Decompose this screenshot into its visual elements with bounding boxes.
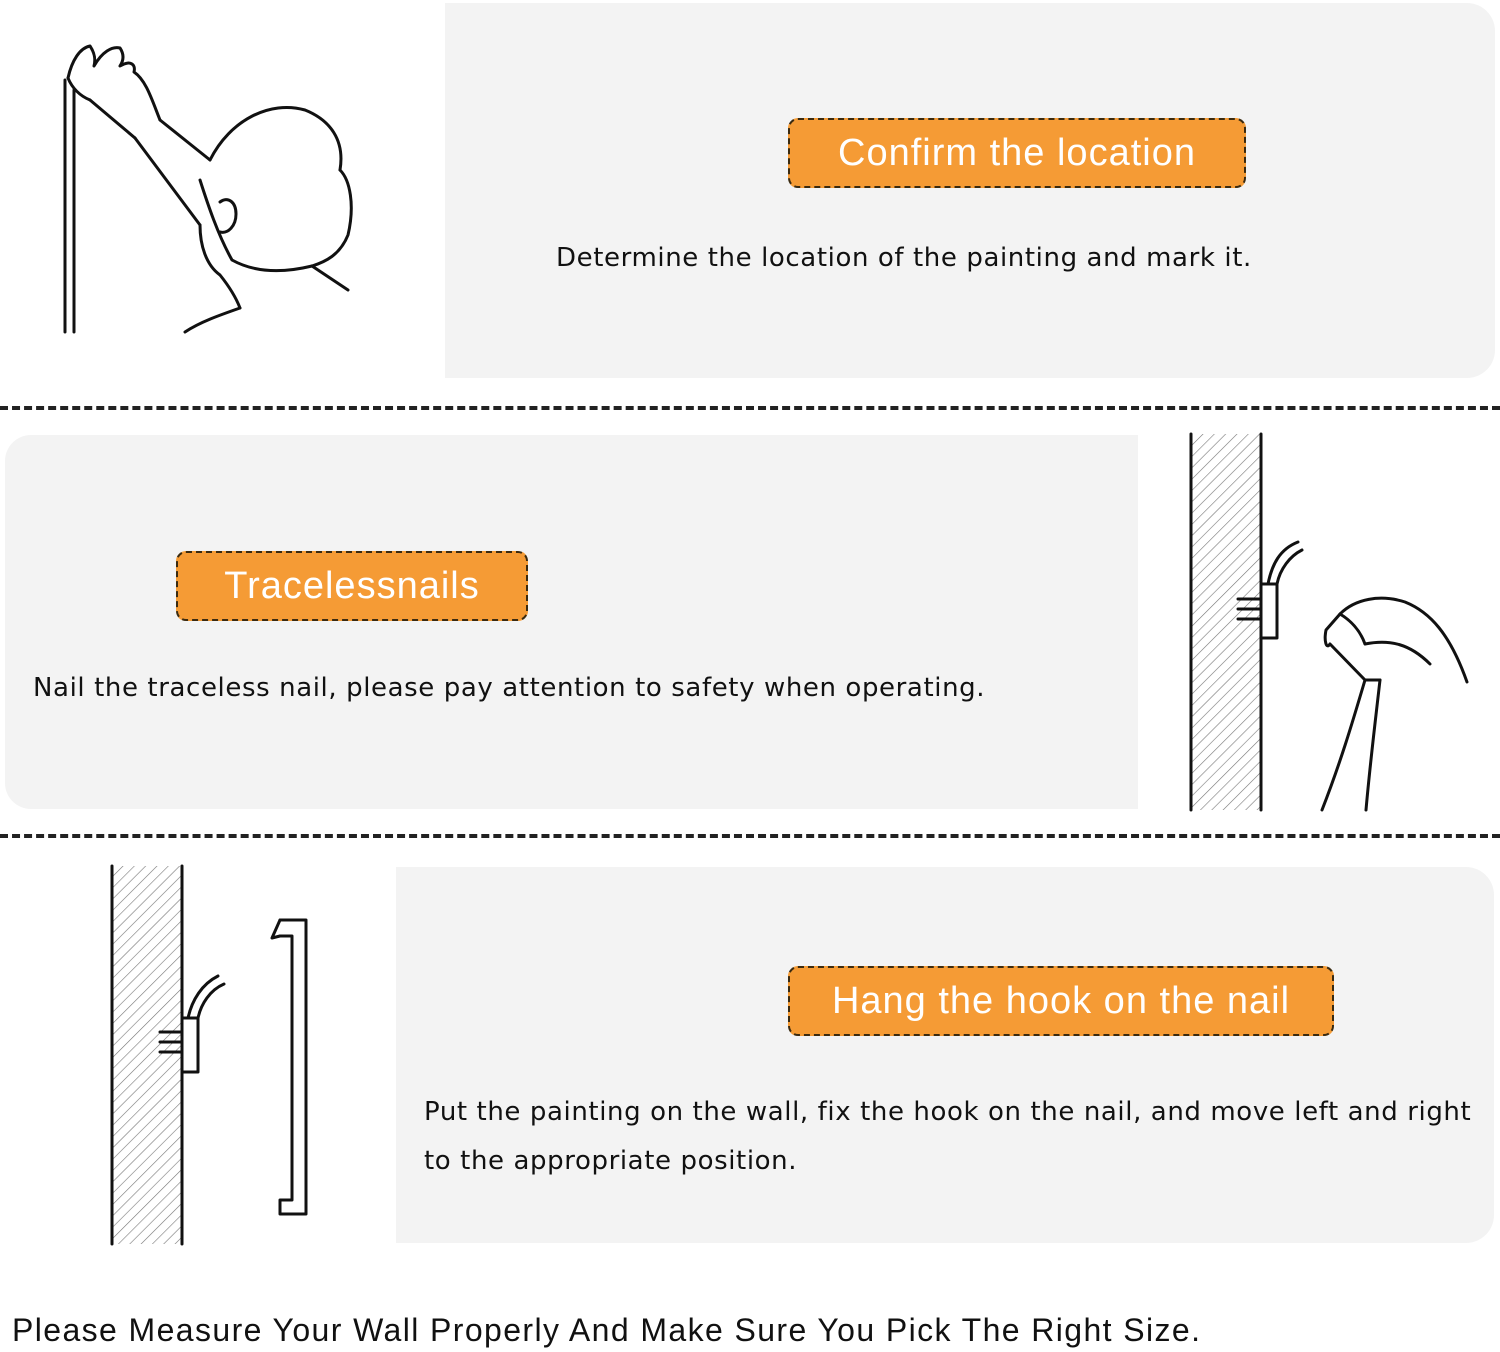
step-3-description: Put the painting on the wall, fix the hook on the nail, and move left and right to the appropriate position. bbox=[424, 1097, 1472, 1176]
step-2-title-badge bbox=[176, 551, 528, 621]
wall-hook-frame-icon bbox=[100, 866, 320, 1244]
person-marking-wall-icon bbox=[50, 30, 370, 350]
step-2-description: Nail the traceless nail, please pay attention to safety when operating. bbox=[33, 673, 986, 703]
step-3-title-badge bbox=[788, 966, 1334, 1036]
step-1-description: Determine the location of the painting and mark it. bbox=[556, 243, 1252, 273]
divider-1 bbox=[0, 406, 1500, 410]
step-1-panel bbox=[445, 3, 1495, 378]
footer-note: Please Measure Your Wall Properly And Make Sure You Pick The Right Size. bbox=[12, 1312, 1202, 1348]
step-3-panel bbox=[396, 867, 1494, 1243]
step-3-title: Hang the hook on the nail bbox=[831, 979, 1291, 1022]
step-2-title: Tracelessnails bbox=[224, 564, 480, 607]
step-1-title-badge bbox=[788, 118, 1246, 188]
divider-2 bbox=[0, 834, 1500, 838]
step-1-title: Confirm the location bbox=[838, 131, 1196, 174]
hammer-nail-icon bbox=[1180, 434, 1480, 810]
step-2-panel bbox=[5, 435, 1138, 809]
